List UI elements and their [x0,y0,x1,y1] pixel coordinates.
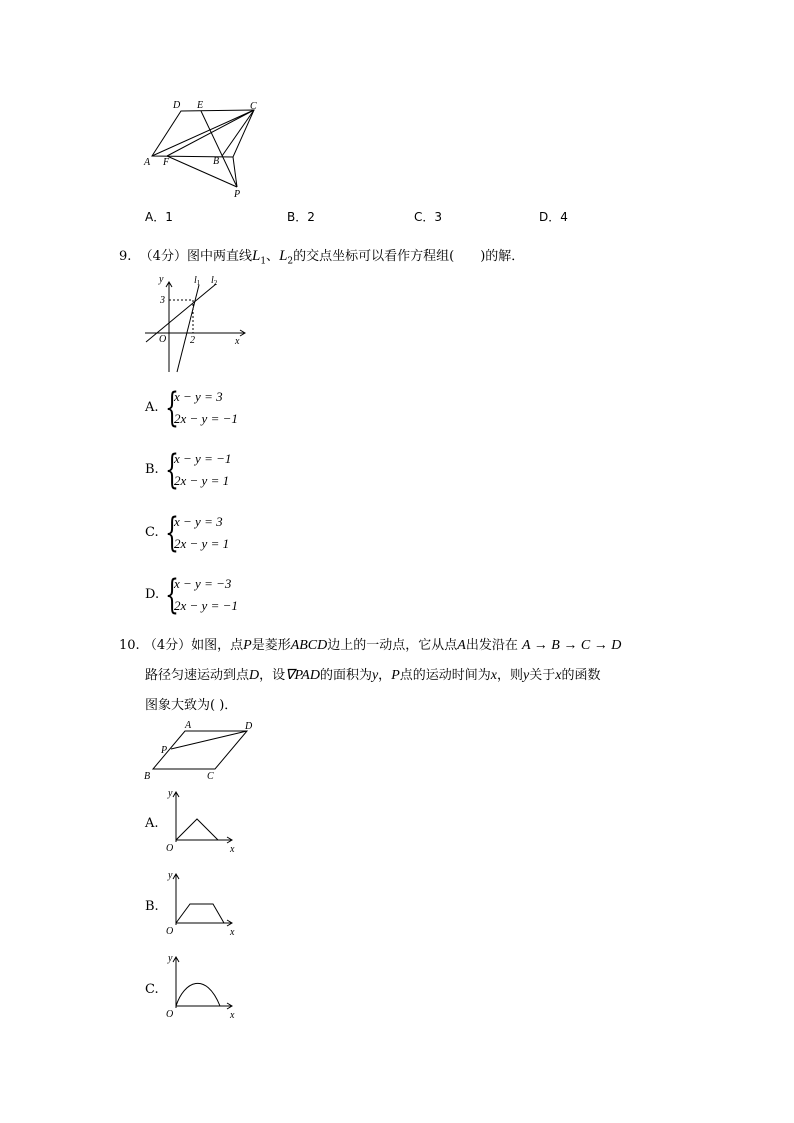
q8-label-c: C [250,101,257,112]
q9-option-b: B. { x − y = −1 2x − y = 1 [145,447,232,493]
svg-text:x: x [230,1010,235,1021]
q10-label-a: A [185,720,192,731]
q8-option-c: C．3 [414,210,443,224]
svg-text:y: y [168,870,173,881]
svg-text:O: O [166,926,174,937]
q10-stem-line-2: 路径匀速运动到点D，设∇PAD的面积为y，P点的运动时间为x，则y关于x的函数 [145,668,601,683]
q10-option-a-letter: A. [145,816,159,831]
q10-number: 10. [119,638,140,653]
brace-icon: { [165,447,179,493]
q10-label-p: P [161,745,168,756]
brace-icon: { [165,385,179,431]
q10-option-c-letter: C. [145,982,159,997]
q10-option-c-graph [160,951,244,1021]
q10-label-b: B [144,771,151,782]
q9-tick-2: 2 [190,335,195,346]
q8-label-e: E [197,100,204,111]
svg-text:y: y [168,953,173,964]
q8-figure [140,96,270,200]
q9-score: （4分） [139,249,187,264]
q9-option-d: D. { x − y = −3 2x − y = −1 [145,572,238,618]
brace-icon: { [165,572,179,618]
q9-option-c: C. { x − y = 3 2x − y = 1 [145,510,230,556]
q10-option-b-letter: B. [145,899,159,914]
q9-axis-y-label: y [159,274,164,285]
q10-option-b-graph [160,868,244,938]
svg-text:y: y [168,788,173,799]
q9-figure [140,268,252,376]
q9-number: 9. [119,249,132,264]
q10-rhombus-figure [140,717,264,783]
q8-label-b: B [213,156,220,167]
q10-label-c: C [207,771,214,782]
q9-option-a: A. { x − y = 3 2x − y = −1 [145,385,238,431]
svg-text:O: O [166,843,174,854]
q8-option-b: B．2 [287,210,315,224]
q10-option-a-graph [160,786,244,856]
q8-label-p: P [234,189,241,200]
svg-text:x: x [230,844,235,855]
q8-label-d: D [173,100,181,111]
brace-icon: { [165,510,179,556]
q8-option-a: A．1 [145,210,173,224]
q9-line-l2-label: $l_2$ [211,275,218,287]
q10-label-d: D [245,721,253,732]
q9-stem: 9. （4分）图中两直线$L_1$、$L_2$的交点坐标可以看作方程组( )的解． [119,248,525,267]
q9-line-l1-label: $l_1$ [194,275,201,287]
svg-text:x: x [230,927,235,938]
q10-score: （4分） [143,638,192,653]
q10-stem-line-1: 10. （4分）如图，点P是菱形ABCD边上的一动点，它从点A出发沿在 A → B → C → D [119,638,622,653]
svg-text:O: O [166,1009,174,1020]
q10-stem-line-3: 图象大致为( )． [145,698,238,713]
q9-axis-x-label: x [235,336,240,347]
q8-option-d: D．4 [539,210,568,224]
q8-label-a: A [144,157,151,168]
q9-origin-label: O [159,334,167,345]
q9-tick-3: 3 [160,295,165,306]
q8-label-f: F [163,157,170,168]
